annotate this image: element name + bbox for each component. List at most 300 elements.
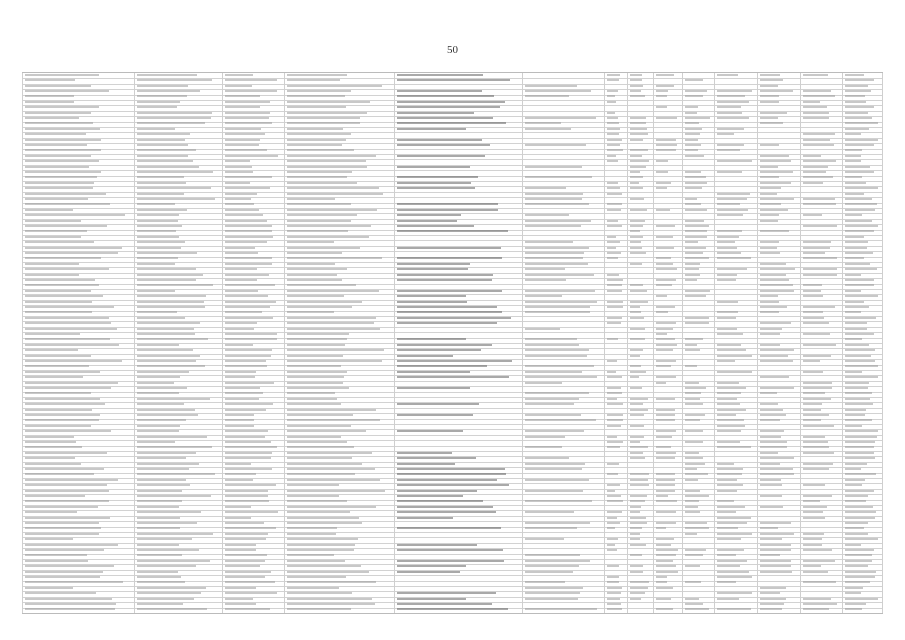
table-cell-text-placeholder (630, 290, 647, 292)
table-cell-text-placeholder (137, 409, 195, 411)
table-cell-text-placeholder (607, 603, 621, 605)
table-cell-text-placeholder (760, 544, 791, 546)
table-cell-text-placeholder (656, 322, 676, 324)
table-cell-text-placeholder (630, 565, 643, 567)
table-cell-text-placeholder (225, 209, 259, 211)
table-cell-text-placeholder (137, 263, 175, 265)
table-cell-text-placeholder (845, 598, 878, 600)
table-cell-text-placeholder (287, 322, 374, 324)
table-cell-text-placeholder (287, 187, 379, 189)
table-cell-text-placeholder (845, 517, 875, 519)
table-cell-text-placeholder (137, 425, 180, 427)
table-cell-text-placeholder (137, 295, 206, 297)
table-cell-text-placeholder (225, 506, 251, 508)
table-cell-text-placeholder (287, 85, 382, 87)
table-cell-text-placeholder (287, 398, 337, 400)
table-cell-text-placeholder (137, 419, 186, 421)
table-cell-text-placeholder (607, 360, 617, 362)
table-cell-text-placeholder (685, 106, 698, 108)
table-cell-text-placeholder (225, 155, 278, 157)
table-cell-text-placeholder (525, 376, 597, 378)
table-cell-text-placeholder (685, 279, 697, 281)
table-cell-text-placeholder (845, 284, 874, 286)
table-cell-text-placeholder (630, 571, 643, 573)
table-cell-text-placeholder (137, 403, 184, 405)
table-cell-text-placeholder (685, 527, 709, 529)
table-cell-text-placeholder (607, 490, 615, 492)
table-cell-text-placeholder (225, 468, 272, 470)
table-cell-text-placeholder (760, 241, 779, 243)
table-cell-text-placeholder (803, 500, 820, 502)
table-cell-text-placeholder (137, 371, 189, 373)
table-cell-text-placeholder (717, 511, 736, 513)
table-cell-text-placeholder (287, 349, 384, 351)
table-cell-text-placeholder (225, 500, 269, 502)
table-cell-text-placeholder (607, 549, 617, 551)
table-cell-text-placeholder (137, 74, 197, 76)
table-cell-text-placeholder (397, 317, 511, 319)
table-cell-text-placeholder (656, 490, 675, 492)
table-cell-text-placeholder (717, 279, 736, 281)
table-cell-text-placeholder (607, 139, 622, 141)
table-cell-text-placeholder (137, 495, 211, 497)
table-cell-text-placeholder (607, 587, 622, 589)
table-cell-text-placeholder (656, 349, 673, 351)
table-cell-text-placeholder (656, 85, 674, 87)
table-cell-text-placeholder (803, 398, 831, 400)
table-cell-text-placeholder (685, 533, 697, 535)
table-cell-text-placeholder (760, 387, 794, 389)
table-cell-text-placeholder (397, 322, 497, 324)
table-cell-text-placeholder (607, 193, 622, 195)
table-cell-text-placeholder (630, 85, 643, 87)
table-cell-text-placeholder (717, 592, 752, 594)
table-cell-text-placeholder (225, 473, 256, 475)
table-cell-text-placeholder (287, 463, 362, 465)
table-cell-text-placeholder (845, 176, 862, 178)
table-cell-text-placeholder (803, 252, 825, 254)
table-cell-text-placeholder (607, 608, 622, 610)
table-cell-text-placeholder (760, 263, 786, 265)
table-cell-text-placeholder (525, 290, 595, 292)
table-cell-text-placeholder (287, 592, 352, 594)
table-cell-text-placeholder (225, 436, 265, 438)
table-cell-text-placeholder (607, 511, 622, 513)
table-cell-text-placeholder (25, 236, 81, 238)
table-cell-text-placeholder (25, 538, 73, 540)
table-cell-text-placeholder (25, 182, 94, 184)
table-cell-text-placeholder (525, 338, 577, 340)
table-cell-text-placeholder (760, 85, 778, 87)
table-cell-text-placeholder (760, 344, 780, 346)
table-cell-text-placeholder (760, 274, 786, 276)
table-cell-text-placeholder (717, 355, 752, 357)
table-cell-text-placeholder (525, 608, 597, 610)
table-cell-text-placeholder (656, 268, 677, 270)
table-cell-text-placeholder (525, 457, 569, 459)
table-cell-text-placeholder (287, 527, 337, 529)
table-cell-text-placeholder (760, 441, 787, 443)
table-cell-text-placeholder (656, 538, 674, 540)
table-cell-text-placeholder (287, 538, 358, 540)
table-cell-text-placeholder (525, 468, 582, 470)
table-cell-text-placeholder (607, 160, 618, 162)
table-cell-text-placeholder (525, 560, 590, 562)
table-cell-text-placeholder (287, 371, 347, 373)
table-cell-text-placeholder (656, 436, 672, 438)
table-cell-text-placeholder (225, 517, 251, 519)
table-cell-text-placeholder (287, 252, 342, 254)
table-cell-text-placeholder (760, 479, 781, 481)
table-cell-text-placeholder (717, 360, 735, 362)
table-cell-text-placeholder (845, 160, 861, 162)
table-cell-text-placeholder (225, 85, 252, 87)
table-cell-text-placeholder (656, 236, 673, 238)
table-cell-text-placeholder (717, 230, 742, 232)
table-cell-text-placeholder (137, 290, 175, 292)
table-cell-text-placeholder (656, 338, 675, 340)
table-cell-text-placeholder (656, 106, 667, 108)
table-cell-text-placeholder (803, 106, 827, 108)
table-cell-text-placeholder (525, 274, 594, 276)
table-cell-text-placeholder (760, 473, 794, 475)
table-cell-text-placeholder (845, 106, 874, 108)
table-cell-text-placeholder (137, 479, 186, 481)
table-cell-text-placeholder (225, 544, 256, 546)
table-cell-text-placeholder (845, 430, 878, 432)
table-cell-text-placeholder (845, 328, 867, 330)
table-cell-text-placeholder (287, 220, 351, 222)
table-cell-text-placeholder (717, 95, 745, 97)
table-cell-text-placeholder (287, 500, 347, 502)
table-cell-text-placeholder (225, 252, 258, 254)
table-cell-text-placeholder (397, 139, 482, 141)
table-cell-text-placeholder (225, 403, 273, 405)
table-cell-text-placeholder (525, 247, 589, 249)
table-cell-text-placeholder (137, 328, 194, 330)
table-cell-text-placeholder (225, 419, 254, 421)
table-cell-text-placeholder (717, 517, 751, 519)
table-cell-text-placeholder (525, 446, 562, 448)
table-cell-text-placeholder (845, 365, 878, 367)
table-cell-text-placeholder (845, 90, 871, 92)
table-cell-text-placeholder (525, 328, 560, 330)
table-cell-text-placeholder (845, 122, 878, 124)
table-cell-text-placeholder (225, 603, 256, 605)
table-cell-text-placeholder (685, 139, 698, 141)
table-cell-text-placeholder (656, 365, 671, 367)
table-cell-text-placeholder (137, 117, 211, 119)
table-cell-text-placeholder (717, 576, 752, 578)
table-cell-text-placeholder (225, 479, 253, 481)
table-cell-text-placeholder (717, 112, 742, 114)
table-cell-text-placeholder (607, 187, 620, 189)
table-cell-text-placeholder (137, 360, 196, 362)
table-cell-text-placeholder (397, 430, 463, 432)
table-cell-text-placeholder (717, 554, 736, 556)
table-cell-text-placeholder (717, 317, 736, 319)
table-cell-text-placeholder (845, 247, 867, 249)
table-cell-text-placeholder (630, 155, 642, 157)
table-cell-text-placeholder (656, 511, 676, 513)
table-cell-text-placeholder (760, 122, 783, 124)
table-cell-text-placeholder (137, 414, 198, 416)
table-cell-text-placeholder (685, 338, 703, 340)
table-cell-text-placeholder (25, 376, 83, 378)
table-cell-text-placeholder (845, 193, 864, 195)
table-cell-text-placeholder (630, 473, 649, 475)
table-cell-text-placeholder (397, 527, 501, 529)
table-cell-text-placeholder (287, 290, 379, 292)
table-cell-text-placeholder (525, 587, 583, 589)
table-cell-text-placeholder (845, 479, 865, 481)
table-cell-text-placeholder (397, 544, 477, 546)
table-cell-text-placeholder (845, 166, 870, 168)
table-cell-text-placeholder (137, 279, 196, 281)
table-cell-text-placeholder (630, 166, 646, 168)
table-cell-text-placeholder (845, 263, 870, 265)
table-cell-text-placeholder (845, 441, 875, 443)
table-cell-text-placeholder (525, 565, 579, 567)
table-cell-text-placeholder (845, 533, 868, 535)
table-cell-text-placeholder (656, 549, 678, 551)
table-cell-text-placeholder (845, 79, 874, 81)
table-cell-text-placeholder (685, 506, 698, 508)
table-cell-text-placeholder (803, 295, 823, 297)
table-cell-text-placeholder (803, 506, 827, 508)
table-cell-text-placeholder (717, 479, 737, 481)
table-cell-text-placeholder (287, 344, 345, 346)
table-cell-text-placeholder (137, 160, 193, 162)
table-cell-text-placeholder (803, 581, 836, 583)
table-cell-text-placeholder (287, 128, 343, 130)
table-cell-text-placeholder (607, 522, 620, 524)
table-cell-text-placeholder (225, 554, 267, 556)
table-cell-text-placeholder (525, 128, 571, 130)
table-cell-text-placeholder (287, 284, 356, 286)
table-cell-text-placeholder (630, 263, 642, 265)
table-cell-text-placeholder (685, 522, 707, 524)
table-cell-text-placeholder (525, 85, 577, 87)
table-cell-text-placeholder (137, 598, 194, 600)
table-cell-text-placeholder (137, 79, 212, 81)
table-cell-text-placeholder (225, 274, 269, 276)
table-cell-text-placeholder (397, 592, 496, 594)
table-cell-text-placeholder (607, 79, 619, 81)
table-cell-text-placeholder (607, 236, 616, 238)
table-cell-text-placeholder (760, 414, 786, 416)
table-cell-text-placeholder (137, 311, 177, 313)
table-cell-text-placeholder (803, 441, 828, 443)
table-cell-text-placeholder (630, 149, 648, 151)
table-cell-text-placeholder (656, 430, 676, 432)
table-cell-text-placeholder (225, 74, 253, 76)
table-cell-text-placeholder (225, 527, 276, 529)
table-cell-text-placeholder (25, 436, 74, 438)
table-cell-text-placeholder (397, 247, 501, 249)
table-cell-text-placeholder (225, 128, 261, 130)
table-cell-text-placeholder (137, 490, 182, 492)
table-cell-text-placeholder (685, 365, 697, 367)
table-cell-text-placeholder (25, 74, 99, 76)
table-cell-text-placeholder (760, 349, 794, 351)
table-cell-text-placeholder (397, 468, 505, 470)
table-cell-text-placeholder (685, 344, 697, 346)
table-cell-text-placeholder (760, 533, 794, 535)
table-cell-text-placeholder (287, 122, 360, 124)
table-cell-text-placeholder (287, 155, 376, 157)
table-cell-text-placeholder (287, 608, 351, 610)
table-cell-text-placeholder (845, 236, 864, 238)
table-cell-text-placeholder (25, 517, 110, 519)
table-cell-text-placeholder (760, 166, 778, 168)
table-cell-text-placeholder (803, 214, 822, 216)
table-cell-text-placeholder (845, 506, 873, 508)
table-cell-text-placeholder (717, 441, 740, 443)
table-cell-text-placeholder (25, 371, 100, 373)
table-cell-text-placeholder (685, 398, 700, 400)
table-cell-text-placeholder (607, 446, 620, 448)
table-cell-text-placeholder (137, 236, 179, 238)
table-cell-text-placeholder (397, 560, 504, 562)
table-cell-text-placeholder (760, 79, 783, 81)
table-cell-text-placeholder (225, 333, 277, 335)
table-cell-text-placeholder (656, 608, 673, 610)
table-cell-text-placeholder (137, 203, 175, 205)
table-cell-text-placeholder (287, 425, 351, 427)
table-cell-text-placeholder (803, 355, 831, 357)
table-cell-text-placeholder (225, 112, 270, 114)
table-cell-text-placeholder (630, 225, 643, 227)
table-cell-text-placeholder (287, 117, 360, 119)
table-cell-text-placeholder (225, 317, 273, 319)
table-cell-text-placeholder (225, 160, 250, 162)
table-cell-text-placeholder (630, 598, 641, 600)
table-cell-text-placeholder (630, 328, 645, 330)
table-cell-text-placeholder (225, 257, 272, 259)
table-cell-text-placeholder (803, 560, 835, 562)
table-cell-text-placeholder (397, 209, 498, 211)
table-cell-text-placeholder (656, 225, 675, 227)
table-cell-text-placeholder (803, 198, 835, 200)
table-cell-text-placeholder (287, 484, 339, 486)
table-cell-text-placeholder (685, 220, 704, 222)
table-cell-text-placeholder (607, 463, 619, 465)
table-cell-text-placeholder (25, 560, 88, 562)
table-cell-text-placeholder (803, 171, 826, 173)
table-cell-text-placeholder (397, 95, 494, 97)
table-cell-text-placeholder (845, 139, 878, 141)
table-cell-text-placeholder (760, 247, 777, 249)
table-cell-text-placeholder (287, 544, 355, 546)
table-cell-text-placeholder (287, 430, 366, 432)
table-cell-text-placeholder (760, 328, 782, 330)
table-cell-text-placeholder (630, 122, 646, 124)
table-cell-text-placeholder (656, 446, 671, 448)
table-cell-text-placeholder (25, 355, 91, 357)
table-cell-text-placeholder (845, 527, 864, 529)
table-cell-text-placeholder (685, 452, 699, 454)
table-cell-text-placeholder (25, 122, 93, 124)
table-cell-text-placeholder (845, 436, 877, 438)
table-cell-text-placeholder (845, 554, 872, 556)
table-cell-text-placeholder (685, 479, 698, 481)
table-cell-text-placeholder (287, 446, 354, 448)
table-cell-text-placeholder (607, 414, 623, 416)
table-cell-text-placeholder (25, 187, 93, 189)
table-cell-text-placeholder (287, 306, 352, 308)
table-cell-text-placeholder (803, 403, 822, 405)
table-cell-text-placeholder (656, 500, 677, 502)
table-cell-text-placeholder (717, 522, 747, 524)
table-cell-text-placeholder (525, 268, 565, 270)
table-cell-text-placeholder (525, 371, 582, 373)
table-cell-text-placeholder (525, 355, 587, 357)
table-cell-text-placeholder (803, 247, 830, 249)
table-cell-text-placeholder (760, 117, 778, 119)
table-cell-text-placeholder (225, 549, 256, 551)
table-cell-text-placeholder (803, 517, 825, 519)
table-cell-text-placeholder (685, 128, 702, 130)
table-cell-text-placeholder (685, 247, 706, 249)
table-cell-text-placeholder (25, 317, 109, 319)
table-cell-text-placeholder (137, 155, 188, 157)
table-cell-text-placeholder (525, 90, 591, 92)
table-cell-text-placeholder (685, 495, 709, 497)
table-cell-text-placeholder (630, 355, 640, 357)
table-cell-text-placeholder (287, 452, 372, 454)
table-cell-text-placeholder (607, 544, 615, 546)
table-cell-text-placeholder (397, 371, 470, 373)
table-cell-text-placeholder (803, 419, 821, 421)
table-cell-text-placeholder (287, 376, 344, 378)
table-cell-text-placeholder (717, 581, 736, 583)
table-cell-text-placeholder (760, 182, 791, 184)
table-cell-text-placeholder (845, 149, 862, 151)
table-cell-text-placeholder (607, 576, 619, 578)
table-cell-text-placeholder (717, 241, 735, 243)
table-cell-text-placeholder (397, 182, 471, 184)
table-cell-text-placeholder (760, 549, 791, 551)
table-cell-text-placeholder (685, 252, 703, 254)
table-cell-text-placeholder (803, 409, 821, 411)
table-cell-text-placeholder (25, 592, 96, 594)
table-cell-text-placeholder (287, 176, 347, 178)
table-cell-text-placeholder (760, 403, 778, 405)
table-cell-text-placeholder (845, 495, 868, 497)
table-cell-text-placeholder (287, 160, 366, 162)
table-cell-text-placeholder (656, 328, 673, 330)
table-cell-text-placeholder (287, 479, 380, 481)
table-cell-text-placeholder (525, 95, 569, 97)
table-cell-text-placeholder (717, 403, 740, 405)
table-cell-text-placeholder (25, 117, 79, 119)
table-cell-text-placeholder (397, 452, 452, 454)
table-cell-text-placeholder (397, 144, 490, 146)
table-cell-text-placeholder (760, 592, 780, 594)
table-cell-text-placeholder (630, 544, 646, 546)
table-cell-text-placeholder (397, 274, 493, 276)
table-cell-text-placeholder (225, 241, 267, 243)
table-cell-text-placeholder (25, 344, 119, 346)
table-cell-text-placeholder (25, 252, 118, 254)
table-cell-text-placeholder (137, 398, 210, 400)
table-cell-text-placeholder (685, 473, 708, 475)
table-cell-text-placeholder (630, 376, 639, 378)
table-cell-text-placeholder (137, 198, 215, 200)
table-cell-text-placeholder (656, 295, 667, 297)
table-cell-text-placeholder (656, 187, 667, 189)
